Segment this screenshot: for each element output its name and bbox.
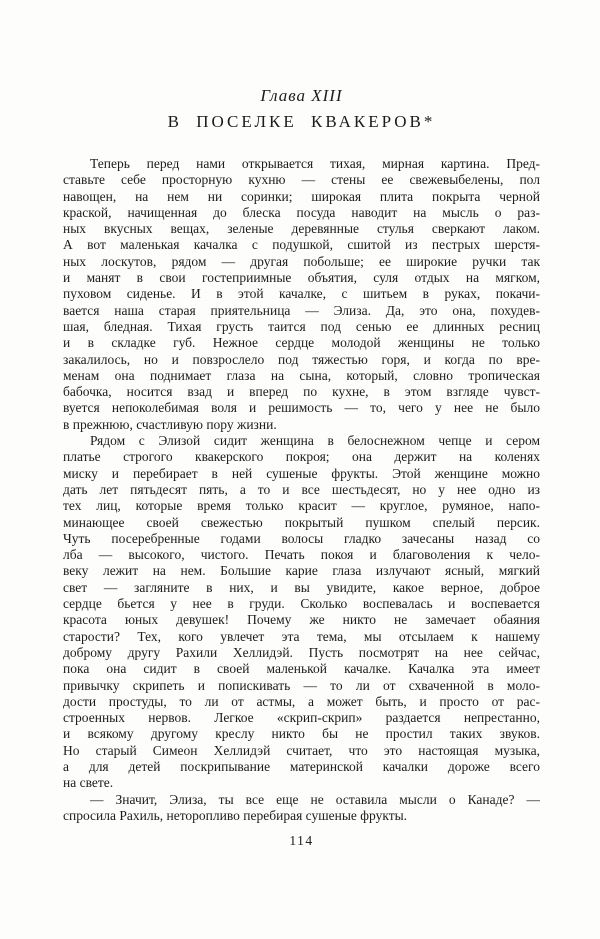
text-line: Рядом с Элизой сидит женщина в белоснежном чепце и сером (90, 433, 540, 449)
paragraph (63, 433, 540, 792)
text-line: вуется непоколебимая воля и решимость — то, чего у нее не было (63, 400, 540, 416)
text-line: ных вкусных вещах, зеленые деревянные стулья сверкают лаком. (63, 221, 540, 237)
text-line: навощен, на нем ни соринки; широкая плита покрыта черной (63, 188, 540, 204)
text-line: а для детей поскрипывание материнской качалки дороже всего (63, 758, 540, 774)
text-line: платье строгого квакерского покроя; она держит на коленях (63, 449, 540, 465)
text-line: свет — загляните в них, и вы увидите, какое верное, доброе (63, 579, 540, 595)
text-line: лба — высокого, чистого. Печать покоя и благоволения к чело- (63, 547, 540, 563)
text-line: веку лежит на нем. Большие карие глаза излучают ясный, мягкий (63, 563, 540, 579)
text-line: минающее своей свежестью покрытый пушком спелый персик. (63, 514, 540, 530)
text-line: — Значит, Элиза, ты все еще не оставила мысли о Канаде? — (90, 791, 540, 807)
page-number: 114 (289, 833, 314, 849)
text-line: пока она сидит в своей маленькой качалке. Качалка эта имеет (63, 661, 540, 677)
text-line: А вот маленькая качалка с подушкой, сшитой из пестрых шерстя- (63, 237, 540, 253)
text-block (63, 156, 540, 824)
text-line: старости? Тех, кого увлечет эта тема, мы отсылаем к нашему (63, 628, 540, 644)
text-line: краской, начищенная до блеска посуда наводит на мысль о раз- (63, 204, 540, 220)
chapter-heading: Глава XIII (260, 86, 343, 105)
text-line: тех лиц, которые время только красит — круглое, румяное, напо- (63, 498, 540, 514)
text-line: на свете. (63, 775, 114, 791)
text-line: ставьте себе просторную кухню — стены ее свежевыбелены, пол (63, 172, 540, 188)
text-line: сердце бьется у нее в груди. Сколько воспевалась и воспевается (63, 596, 540, 612)
paragraph (63, 156, 540, 433)
text-line: пуховом сиденье. И в этой качалке, с шитьем в руках, покачи- (63, 286, 540, 302)
text-line: менам она поднимает глаза на сына, который, словно тропическая (63, 367, 540, 383)
text-line: спросила Рахиль, неторопливо перебирая сушеные фрукты. (63, 807, 408, 823)
text-line: вается наша старая приятельница — Элиза. Да, это она, похудев- (63, 302, 540, 318)
text-line: шая, бледная. Тихая грусть таится под сенью ее длинных ресниц (63, 318, 540, 334)
text-line: красота юных девушек! Почему же никто не замечает обаяния (63, 612, 540, 628)
paragraph (63, 792, 540, 825)
text-line: дости простуды, то ли от астмы, а может быть, и просто от рас- (63, 693, 540, 709)
text-line: доброму другу Рахили Хеллидэй. Пусть посмотрят на нее сейчас, (63, 644, 540, 660)
text-line: Но старый Симеон Хеллидэй считает, что это настоящая музыка, (63, 742, 540, 758)
text-line: и манят в свои гостеприимные объятия, суля отдых на мягком, (63, 270, 540, 286)
text-line: в прежнюю, счастливую пору жизни. (63, 416, 277, 432)
text-line: бабочка, носится взад и вперед по кухне, в этом взгляде чувст- (63, 384, 540, 400)
text-line: и всякому другому креслу никто бы не простил таких звуков. (63, 726, 540, 742)
chapter-title: В ПОСЕЛКЕ КВАКЕРОВ* (167, 112, 436, 131)
text-line: ных лоскутов, рядом — другая побольше; ее широкие ручки так (63, 253, 540, 269)
text-line: привычку скрипеть и попискивать — то ли от схваченной в моло- (63, 677, 540, 693)
text-line: дать лет пятьдесят пять, а то и все шестьдесят, но у нее одно из (63, 481, 540, 497)
text-line: строенных нервов. Легкое «скрип-скрип» раздается непрестанно, (63, 710, 540, 726)
text-line: Теперь перед нами открывается тихая, мирная картина. Пред- (90, 156, 540, 171)
text-line: миску и перебирает в ней сушеные фрукты. Этой женщине можно (63, 465, 540, 481)
text-line: и в складке губ. Нежное сердце молодой женщины не только (63, 335, 540, 351)
text-line: закалилось, но и повзрослело под тяжестью горя, и когда по вре- (63, 351, 540, 367)
text-line: Чуть посеребренные годами волосы гладко зачесаны назад со (63, 530, 540, 546)
